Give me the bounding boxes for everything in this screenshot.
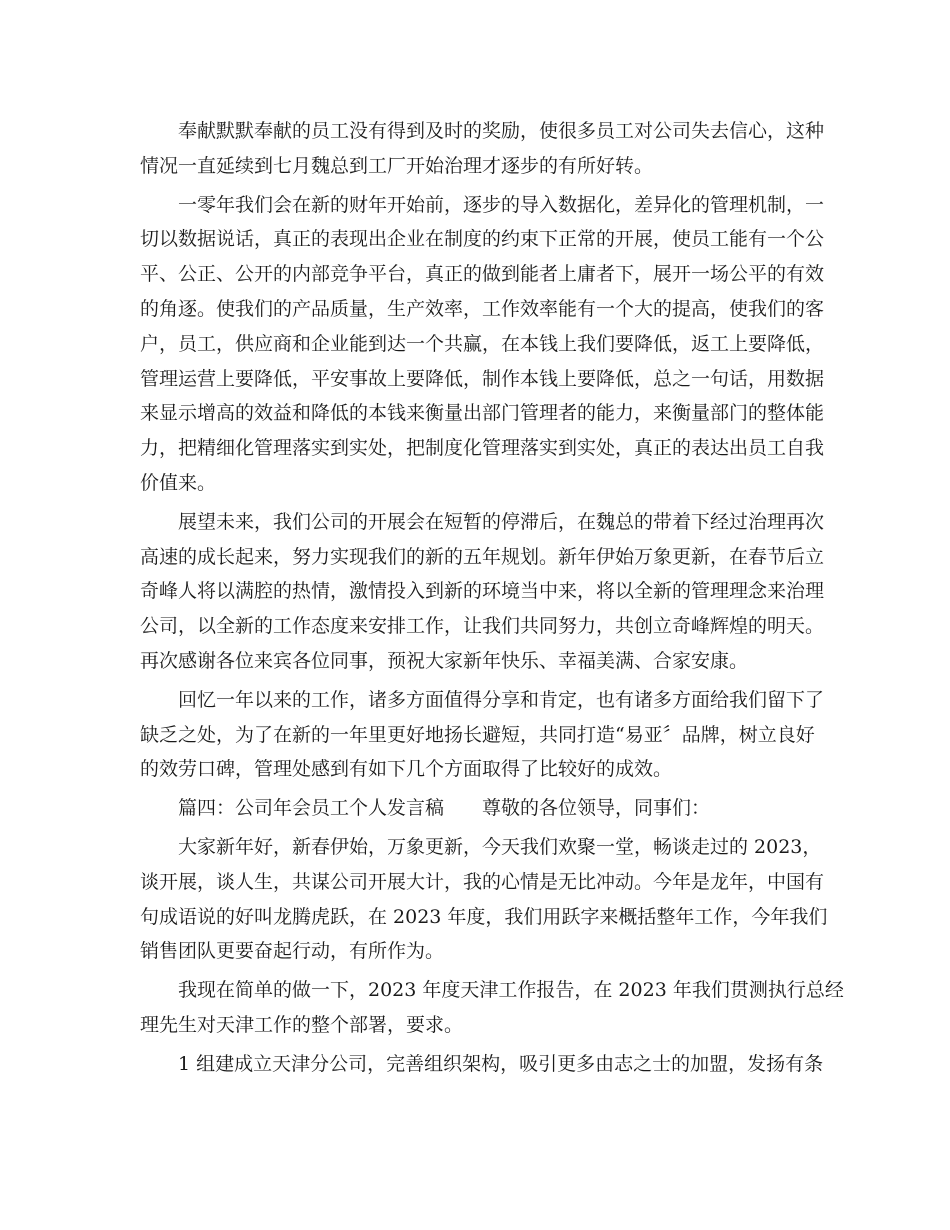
text-line: 再次感谢各位来宾各位同事，预祝大家新年快乐、幸福美满、合家安康。 [140, 649, 749, 672]
document-body [140, 114, 844, 1082]
text-line: 展望未来，我们公司的开展会在短暂的停滞后，在魏总的带着下经过治理再次 [140, 510, 825, 533]
text-line: 篇四：公司年会员工个人发言稿 尊敬的各位领导，同事们： [140, 797, 711, 820]
text-line: 理先生对天津工作的整个部署，要求。 [140, 1013, 464, 1036]
text-line: 力，把精细化管理落实到实处，把制度化管理落实到实处，真正的表达出员工自我 [140, 437, 825, 460]
paragraph [140, 505, 830, 679]
text-line: 的角逐。使我们的产品质量，生产效率，工作效率能有一个大的提高，使我们的客 [140, 297, 825, 320]
paragraph [140, 114, 830, 184]
paragraph [140, 973, 844, 1043]
text-line: 管理运营上要降低，平安事故上要降低，制作本钱上要降低，总之一句话，用数据 [140, 367, 825, 390]
text-line: 切以数据说话，真正的表现出企业在制度的约束下正常的开展，使员工能有一个公 [140, 228, 825, 251]
paragraph [140, 188, 830, 501]
text-line: 缺乏之处，为了在新的一年里更好地扬长避短，共同打造“易亚〞品牌，树立良好 [140, 723, 815, 746]
text-line: 我现在简单的做一下，2023 年度天津工作报告，在 2023 年我们贯测执行总经 [140, 979, 844, 1002]
text-line: 户，员工，供应商和企业能到达一个共赢，在本钱上我们要降低，返工上要降低， [140, 332, 825, 355]
text-line: 的效劳口碑，管理处感到有如下几个方面取得了比较好的成效。 [140, 758, 673, 781]
text-line: 一零年我们会在新的财年开始前，逐步的导入数据化，差异化的管理机制，一 [140, 193, 825, 216]
text-line: 价值来。 [140, 471, 217, 494]
text-line: 1 组建成立天津分公司，完善组织架构，吸引更多由志之士的加盟，发扬有条 [140, 1052, 824, 1075]
text-line: 平、公正、公开的内部竞争平台，真正的做到能者上庸者下，展开一场公平的有效 [140, 263, 825, 286]
text-line: 句成语说的好叫龙腾虎跃，在 2023 年度，我们用跃字来概括整年工作，今年我们 [140, 905, 828, 928]
text-line: 大家新年好，新春伊始，万象更新，今天我们欢聚一堂，畅谈走过的 2023， [140, 835, 822, 858]
text-line: 谈开展，谈人生，共谋公司开展大计，我的心情是无比冲动。今年是龙年，中国有 [140, 870, 825, 893]
text-line: 奇峰人将以满腔的热情，激情投入到新的环境当中来，将以全新的管理理念来治理 [140, 580, 825, 603]
text-line: 公司，以全新的工作态度来安排工作，让我们共同努力，共创立奇峰辉煌的明天。 [140, 615, 825, 638]
text-line: 销售团队更要奋起行动，有所作为。 [140, 940, 445, 963]
text-line: 高速的成长起来，努力实现我们的新的五年规划。新年伊始万象更新，在春节后立 [140, 545, 825, 568]
paragraph [140, 830, 830, 969]
section-heading [140, 791, 830, 826]
text-line: 来显示增高的效益和降低的本钱来衡量出部门管理者的能力，来衡量部门的整体能 [140, 402, 825, 425]
paragraph [140, 683, 830, 787]
text-line: 奉献默默奉献的员工没有得到及时的奖励，使很多员工对公司失去信心，这种 [140, 120, 825, 142]
paragraph [140, 1047, 830, 1082]
text-line: 回忆一年以来的工作，诸多方面值得分享和肯定，也有诸多方面给我们留下了 [140, 688, 825, 711]
text-line: 情况一直延续到七月魏总到工厂开始治理才逐步的有所好转。 [140, 154, 654, 177]
